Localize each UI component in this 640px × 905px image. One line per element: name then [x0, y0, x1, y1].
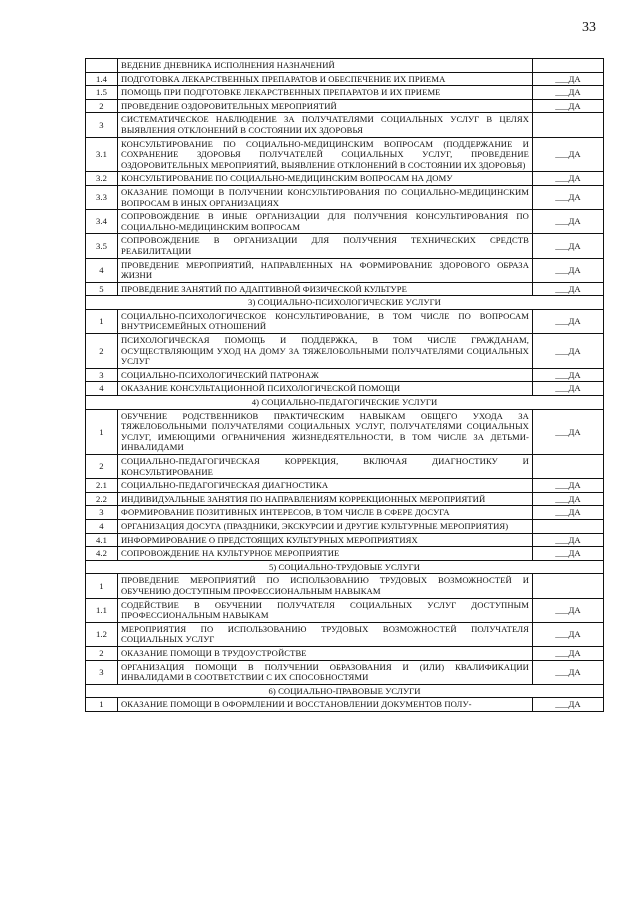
answer-value: ДА [568, 149, 581, 160]
answer-value: ДА [568, 316, 581, 327]
service-name: ФОРМИРОВАНИЕ ПОЗИТИВНЫХ ИНТЕРЕСОВ, В ТОМ ЧИСЛЕ В СФЕРЕ ДОСУГА [118, 506, 533, 520]
table-row [86, 234, 604, 258]
answer-blank-line: ___ [555, 173, 569, 184]
section-header-row [86, 296, 604, 310]
item-number: 3 [86, 113, 118, 137]
item-number: 1 [86, 698, 118, 712]
table-row [86, 574, 604, 598]
answer-blank-line: ___ [555, 666, 569, 677]
service-name: ПРОВЕДЕНИЕ МЕРОПРИЯТИЙ, НАПРАВЛЕННЫХ НА ФОРМИРОВАНИЕ ЗДОРОВОГО ОБРАЗА ЖИЗНИ [118, 258, 533, 282]
item-number: 4 [86, 382, 118, 396]
section-title: 3) СОЦИАЛЬНО-ПСИХОЛОГИЧЕСКИЕ УСЛУГИ [86, 296, 604, 310]
table-row [86, 137, 604, 172]
answer-cell [533, 282, 604, 296]
item-number: 3.3 [86, 185, 118, 209]
item-number: 4 [86, 519, 118, 533]
answer-value: ДА [568, 73, 581, 84]
table-row [86, 409, 604, 454]
service-name: ПОДГОТОВКА ЛЕКАРСТВЕННЫХ ПРЕПАРАТОВ И ОБЕСПЕЧЕНИЕ ИХ ПРИЕМА [118, 72, 533, 86]
answer-blank-line: ___ [555, 604, 569, 615]
table-row [86, 185, 604, 209]
answer-blank-line: ___ [555, 534, 569, 545]
service-name: ОКАЗАНИЕ ПОМОЩИ В ПОЛУЧЕНИИ КОНСУЛЬТИРОВАНИЯ ПО СОЦИАЛЬНО-МЕДИЦИНСКИМ ВОПРОСАМ В ИНЫХ ОРГАНИЗАЦИЯХ [118, 185, 533, 209]
service-name: СОПРОВОЖДЕНИЕ НА КУЛЬТУРНОЕ МЕРОПРИЯТИЕ [118, 547, 533, 561]
service-name: ПОМОЩЬ ПРИ ПОДГОТОВКЕ ЛЕКАРСТВЕННЫХ ПРЕПАРАТОВ И ИХ ПРИЕМЕ [118, 86, 533, 100]
answer-value: ДА [568, 173, 581, 184]
table-row [86, 309, 604, 333]
answer-value: ДА [568, 369, 581, 380]
item-number: 3.5 [86, 234, 118, 258]
service-name: ОКАЗАНИЕ КОНСУЛЬТАЦИОННОЙ ПСИХОЛОГИЧЕСКОЙ ПОМОЩИ [118, 382, 533, 396]
table-row [86, 506, 604, 520]
item-number: 3 [86, 660, 118, 684]
table-row [86, 99, 604, 113]
answer-value: ДА [568, 100, 581, 111]
item-number: 3.1 [86, 137, 118, 172]
item-number: 2.2 [86, 492, 118, 506]
item-number: 3.2 [86, 172, 118, 186]
answer-cell [533, 547, 604, 561]
answer-value: ДА [568, 383, 581, 394]
services-table-body [86, 59, 604, 712]
answer-cell [533, 598, 604, 622]
service-name: ПРОВЕДЕНИЕ МЕРОПРИЯТИЙ ПО ИСПОЛЬЗОВАНИЮ ТРУДОВЫХ ВОЗМОЖНОСТЕЙ И ОБУЧЕНИЮ ДОСТУПНЫМ ПРОФЕССИОНАЛЬНЫМ НАВЫКАМ [118, 574, 533, 598]
answer-blank-line: ___ [555, 192, 569, 203]
answer-blank-line: ___ [555, 87, 569, 98]
answer-cell [533, 72, 604, 86]
item-number: 1 [86, 309, 118, 333]
answer-cell [533, 334, 604, 369]
answer-blank-line: ___ [555, 283, 569, 294]
answer-value: ДА [568, 699, 581, 710]
table-row [86, 660, 604, 684]
service-name: ВЕДЕНИЕ ДНЕВНИКА ИСПОЛНЕНИЯ НАЗНАЧЕНИЙ [118, 59, 533, 73]
item-number: 2 [86, 99, 118, 113]
item-number: 3 [86, 368, 118, 382]
page-number: 33 [582, 20, 596, 35]
item-number: 2.1 [86, 479, 118, 493]
table-row [86, 598, 604, 622]
service-name: ОКАЗАНИЕ ПОМОЩИ В ОФОРМЛЕНИИ И ВОССТАНОВЛЕНИИ ДОКУМЕНТОВ ПОЛУ- [118, 698, 533, 712]
service-name: СОЦИАЛЬНО-ПСИХОЛОГИЧЕСКИЙ ПАТРОНАЖ [118, 368, 533, 382]
answer-cell [533, 99, 604, 113]
answer-blank-line: ___ [555, 699, 569, 710]
item-number: 1.5 [86, 86, 118, 100]
answer-value: ДА [568, 666, 581, 677]
answer-cell [533, 455, 604, 479]
answer-cell [533, 86, 604, 100]
table-row [86, 533, 604, 547]
answer-cell [533, 137, 604, 172]
service-name: КОНСУЛЬТИРОВАНИЕ ПО СОЦИАЛЬНО-МЕДИЦИНСКИМ ВОПРОСАМ (ПОДДЕРЖАНИЕ И СОХРАНЕНИЕ ЗДОРОВЬЯ ПОЛУЧАТЕЛЕЙ СОЦИАЛЬНЫХ УСЛУГ, ПРОВЕДЕНИЕ ОЗДОРОВИТЕЛЬНЫХ МЕРОПРИЯТИЙ, ВЫЯВЛЕНИЕ ОТКЛОНЕНИЙ В СОСТОЯНИИ ИХ ЗДОРОВЬЯ) [118, 137, 533, 172]
answer-cell [533, 172, 604, 186]
service-name: ПРОВЕДЕНИЕ ЗАНЯТИЙ ПО АДАПТИВНОЙ ФИЗИЧЕСКОЙ КУЛЬТУРЕ [118, 282, 533, 296]
item-number: 1.2 [86, 622, 118, 646]
service-name: СОЦИАЛЬНО-ПЕДАГОГИЧЕСКАЯ КОРРЕКЦИЯ, ВКЛЮЧАЯ ДИАГНОСТИКУ И КОНСУЛЬТИРОВАНИЕ [118, 455, 533, 479]
table-row [86, 455, 604, 479]
answer-value: ДА [568, 480, 581, 491]
table-row [86, 113, 604, 137]
answer-cell [533, 309, 604, 333]
item-number: 3 [86, 506, 118, 520]
answer-cell [533, 519, 604, 533]
answer-cell [533, 382, 604, 396]
answer-cell [533, 646, 604, 660]
answer-value: ДА [568, 87, 581, 98]
table-row [86, 492, 604, 506]
answer-blank-line: ___ [555, 369, 569, 380]
section-header-row [86, 560, 604, 574]
item-number: 3.4 [86, 210, 118, 234]
answer-cell [533, 210, 604, 234]
section-title: 6) СОЦИАЛЬНО-ПРАВОВЫЕ УСЛУГИ [86, 684, 604, 698]
answer-value: ДА [568, 192, 581, 203]
answer-cell [533, 492, 604, 506]
item-number: 2 [86, 455, 118, 479]
item-number: 1.4 [86, 72, 118, 86]
answer-cell [533, 59, 604, 73]
table-row [86, 59, 604, 73]
answer-blank-line: ___ [555, 480, 569, 491]
answer-value: ДА [568, 629, 581, 640]
answer-value: ДА [568, 647, 581, 658]
service-name: СОЦИАЛЬНО-ПЕДАГОГИЧЕСКАЯ ДИАГНОСТИКА [118, 479, 533, 493]
table-row [86, 698, 604, 712]
section-title: 4) СОЦИАЛЬНО-ПЕДАГОГИЧЕСКИЕ УСЛУГИ [86, 396, 604, 410]
section-title: 5) СОЦИАЛЬНО-ТРУДОВЫЕ УСЛУГИ [86, 560, 604, 574]
item-number: 1 [86, 574, 118, 598]
service-name: СОПРОВОЖДЕНИЕ В ОРГАНИЗАЦИИ ДЛЯ ПОЛУЧЕНИЯ ТЕХНИЧЕСКИХ СРЕДСТВ РЕАБИЛИТАЦИИ [118, 234, 533, 258]
service-name: СОЦИАЛЬНО-ПСИХОЛОГИЧЕСКОЕ КОНСУЛЬТИРОВАНИЕ, В ТОМ ЧИСЛЕ ПО ВОПРОСАМ ВНУТРИСЕМЕЙНЫХ ОТНОШЕНИЙ [118, 309, 533, 333]
item-number: 2 [86, 646, 118, 660]
answer-blank-line: ___ [555, 426, 569, 437]
service-name: ОБУЧЕНИЕ РОДСТВЕННИКОВ ПРАКТИЧЕСКИМ НАВЫКАМ ОБЩЕГО УХОДА ЗА ТЯЖЕЛОБОЛЬНЫМИ ПОЛУЧАТЕЛЯМИ СОЦИАЛЬНЫХ УСЛУГ, ПОЛУЧАТЕЛЯМИ СОЦИАЛЬНЫХ УСЛУГ, ИМЕЮЩИМИ ОГРАНИЧЕНИЯ ЖИЗНЕДЕЯТЕЛЬНОСТИ, В ТОМ ЧИСЛЕ ЗА ДЕТЬМИ-ИНВАЛИДАМИ [118, 409, 533, 454]
item-number [86, 59, 118, 73]
answer-cell [533, 533, 604, 547]
answer-blank-line: ___ [555, 73, 569, 84]
service-name: ОРГАНИЗАЦИЯ ДОСУГА (ПРАЗДНИКИ, ЭКСКУРСИИ И ДРУГИЕ КУЛЬТУРНЫЕ МЕРОПРИЯТИЯ) [118, 519, 533, 533]
answer-cell [533, 234, 604, 258]
item-number: 4 [86, 258, 118, 282]
answer-cell [533, 506, 604, 520]
answer-value: ДА [568, 507, 581, 518]
service-name: ПРОВЕДЕНИЕ ОЗДОРОВИТЕЛЬНЫХ МЕРОПРИЯТИЙ [118, 99, 533, 113]
answer-blank-line: ___ [555, 345, 569, 356]
answer-cell [533, 698, 604, 712]
section-header-row [86, 396, 604, 410]
table-row [86, 368, 604, 382]
table-row [86, 519, 604, 533]
answer-value: ДА [568, 283, 581, 294]
answer-value: ДА [568, 426, 581, 437]
answer-blank-line: ___ [555, 383, 569, 394]
answer-value: ДА [568, 216, 581, 227]
table-row [86, 479, 604, 493]
answer-cell [533, 368, 604, 382]
service-name: СОПРОВОЖДЕНИЕ В ИНЫЕ ОРГАНИЗАЦИИ ДЛЯ ПОЛУЧЕНИЯ КОНСУЛЬТИРОВАНИЯ ПО СОЦИАЛЬНО-МЕДИЦИНСКИМ ВОПРОСАМ [118, 210, 533, 234]
answer-blank-line: ___ [555, 647, 569, 658]
answer-value: ДА [568, 548, 581, 559]
answer-blank-line: ___ [555, 316, 569, 327]
table-row [86, 547, 604, 561]
service-name: ОКАЗАНИЕ ПОМОЩИ В ТРУДОУСТРОЙСТВЕ [118, 646, 533, 660]
service-name: ИНДИВИДУАЛЬНЫЕ ЗАНЯТИЯ ПО НАПРАВЛЕНИЯМ КОРРЕКЦИОННЫХ МЕРОПРИЯТИЙ [118, 492, 533, 506]
answer-cell [533, 479, 604, 493]
answer-blank-line: ___ [555, 216, 569, 227]
table-row [86, 172, 604, 186]
answer-blank-line: ___ [555, 548, 569, 559]
answer-value: ДА [568, 534, 581, 545]
answer-value: ДА [568, 345, 581, 356]
answer-cell [533, 113, 604, 137]
answer-blank-line: ___ [555, 493, 569, 504]
item-number: 1 [86, 409, 118, 454]
table-row [86, 622, 604, 646]
answer-cell [533, 660, 604, 684]
answer-value: ДА [568, 493, 581, 504]
answer-blank-line: ___ [555, 240, 569, 251]
table-row [86, 72, 604, 86]
table-row [86, 86, 604, 100]
service-name: ИНФОРМИРОВАНИЕ О ПРЕДСТОЯЩИХ КУЛЬТУРНЫХ МЕРОПРИЯТИЯХ [118, 533, 533, 547]
service-name: ПСИХОЛОГИЧЕСКАЯ ПОМОЩЬ И ПОДДЕРЖКА, В ТОМ ЧИСЛЕ ГРАЖДАНАМ, ОСУЩЕСТВЛЯЮЩИМ УХОД НА ДОМУ ЗА ТЯЖЕЛОБОЛЬНЫМИ ПОЛУЧАТЕЛЯМИ СОЦИАЛЬНЫХ УСЛУГ [118, 334, 533, 369]
answer-blank-line: ___ [555, 507, 569, 518]
service-name: МЕРОПРИЯТИЯ ПО ИСПОЛЬЗОВАНИЮ ТРУДОВЫХ ВОЗМОЖНОСТЕЙ ПОЛУЧАТЕЛЯ СОЦИАЛЬНЫХ УСЛУГ [118, 622, 533, 646]
answer-value: ДА [568, 604, 581, 615]
answer-cell [533, 409, 604, 454]
service-name: ОРГАНИЗАЦИЯ ПОМОЩИ В ПОЛУЧЕНИИ ОБРАЗОВАНИЯ И (ИЛИ) КВАЛИФИКАЦИИ ИНВАЛИДАМИ В СООТВЕТСТВИИ С ИХ СПОСОБНОСТЯМИ [118, 660, 533, 684]
table-row [86, 210, 604, 234]
section-header-row [86, 684, 604, 698]
item-number: 1.1 [86, 598, 118, 622]
table-row [86, 646, 604, 660]
item-number: 4.1 [86, 533, 118, 547]
answer-cell [533, 258, 604, 282]
answer-blank-line: ___ [555, 149, 569, 160]
services-table [85, 58, 604, 712]
answer-value: ДА [568, 240, 581, 251]
answer-blank-line: ___ [555, 629, 569, 640]
answer-cell [533, 185, 604, 209]
answer-blank-line: ___ [555, 264, 569, 275]
table-row [86, 382, 604, 396]
answer-cell [533, 622, 604, 646]
item-number: 4.2 [86, 547, 118, 561]
item-number: 2 [86, 334, 118, 369]
item-number: 5 [86, 282, 118, 296]
table-row [86, 282, 604, 296]
table-row [86, 334, 604, 369]
service-name: СОДЕЙСТВИЕ В ОБУЧЕНИИ ПОЛУЧАТЕЛЯ СОЦИАЛЬНЫХ УСЛУГ ДОСТУПНЫМ ПРОФЕССИОНАЛЬНЫМ НАВЫКАМ [118, 598, 533, 622]
answer-blank-line: ___ [555, 100, 569, 111]
service-name: КОНСУЛЬТИРОВАНИЕ ПО СОЦИАЛЬНО-МЕДИЦИНСКИМ ВОПРОСАМ НА ДОМУ [118, 172, 533, 186]
answer-value: ДА [568, 264, 581, 275]
table-row [86, 258, 604, 282]
service-name: СИСТЕМАТИЧЕСКОЕ НАБЛЮДЕНИЕ ЗА ПОЛУЧАТЕЛЯМИ СОЦИАЛЬНЫХ УСЛУГ В ЦЕЛЯХ ВЫЯВЛЕНИЯ ОТКЛОНЕНИЙ В СОСТОЯНИИ ИХ ЗДОРОВЬЯ [118, 113, 533, 137]
answer-cell [533, 574, 604, 598]
